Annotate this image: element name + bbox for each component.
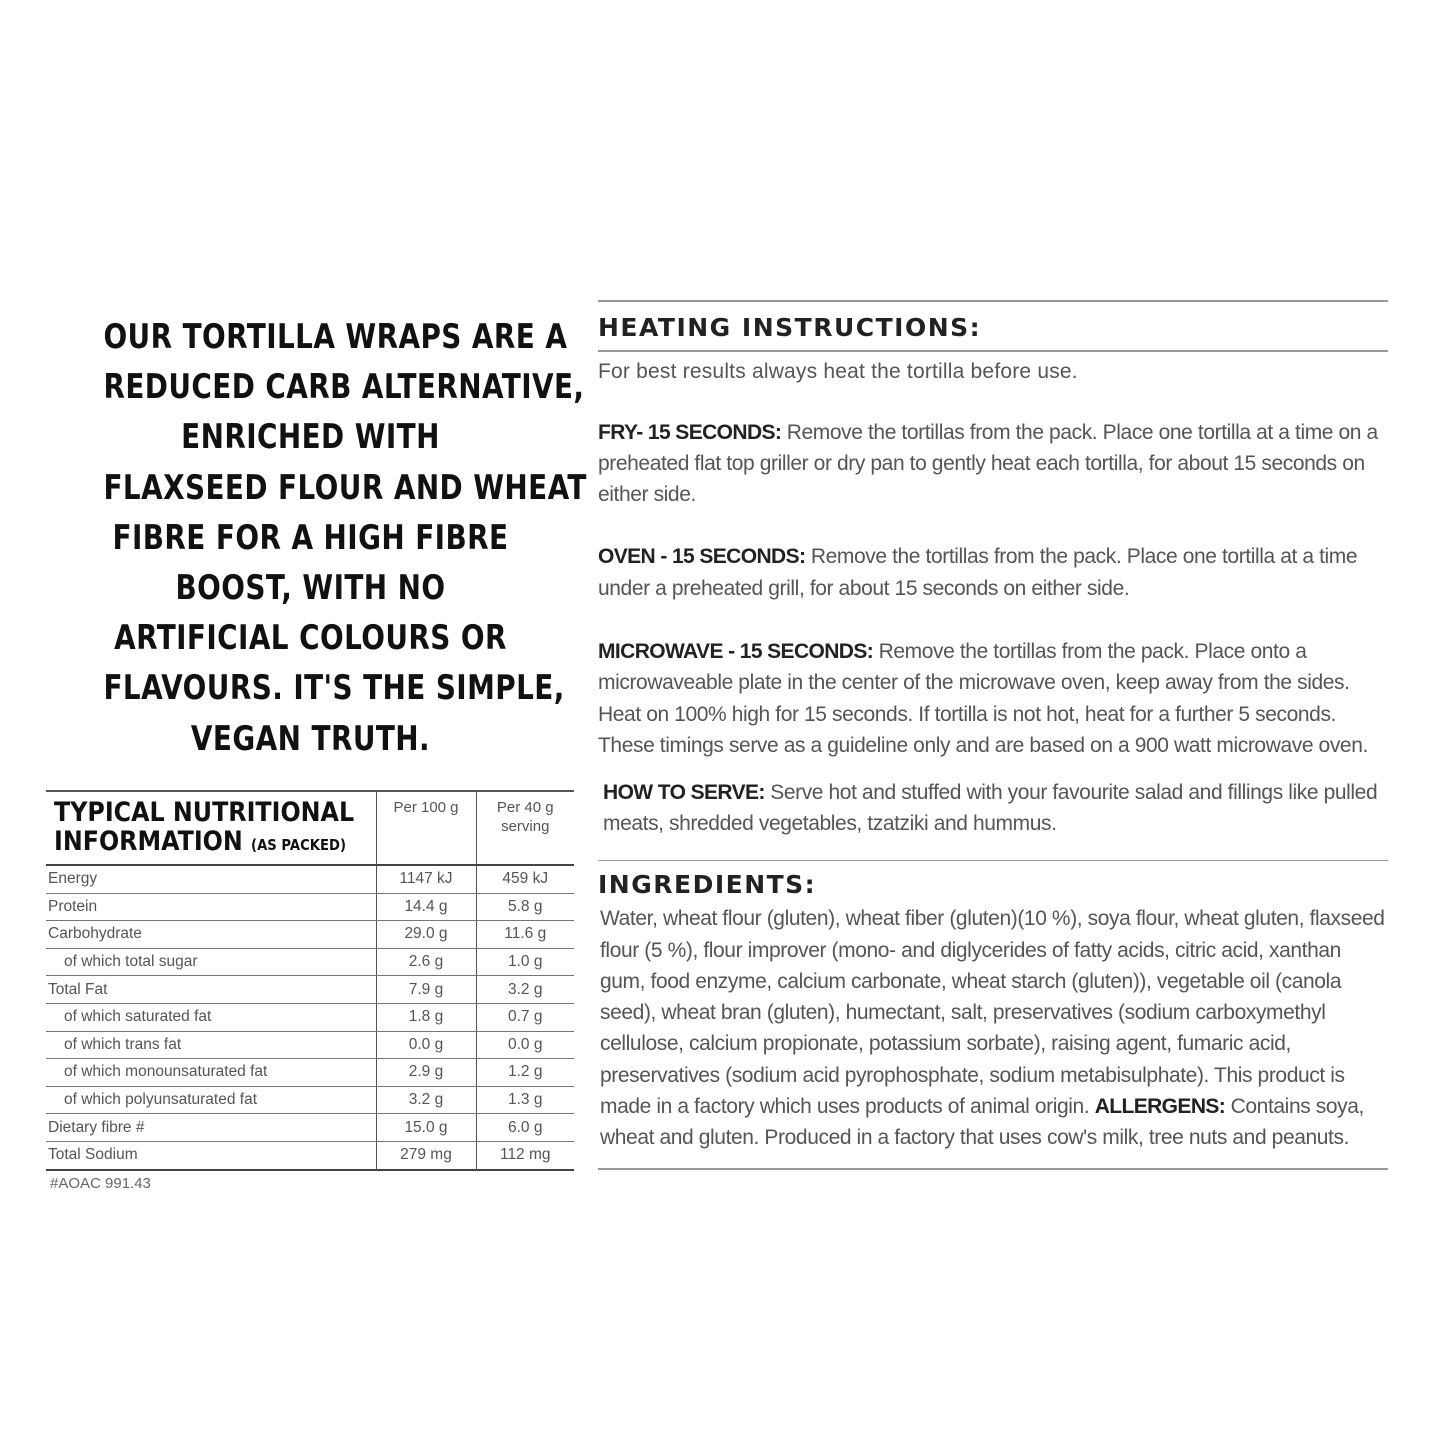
value-per40: 459 kJ [476, 865, 574, 893]
tagline [58, 312, 587, 764]
fry-instructions [598, 417, 1388, 511]
table-row [46, 1141, 574, 1169]
fry-label: FRY- 15 SECONDS: [598, 420, 782, 444]
value-per40: 1.2 g [476, 1059, 574, 1087]
value-per40: 6.0 g [476, 1114, 574, 1142]
row-label: Energy [46, 865, 376, 893]
bottom-divider [598, 1168, 1388, 1170]
column-header-per100: Per 100 g [376, 791, 476, 865]
value-per40: 1.0 g [476, 948, 574, 976]
instructions-panel [598, 300, 1388, 1170]
row-label: Total Fat [46, 976, 376, 1004]
fry-text: Remove the tortillas from the pack. Place one tortilla at a time on a preheated flat top griller or dry pan to gently heat each tortilla, for about 15 seconds on either side. [598, 420, 1378, 507]
row-label: Dietary fibre # [46, 1114, 376, 1142]
value-per100: 279 mg [376, 1141, 476, 1169]
top-divider [598, 300, 1388, 302]
ingredients-heading: INGREDIENTS: [598, 870, 817, 900]
row-label: of which total sugar [46, 948, 376, 976]
serving-instructions [598, 777, 1388, 840]
oven-label: OVEN - 15 SECONDS: [598, 545, 806, 569]
nutrition-panel [46, 790, 574, 1192]
value-per40: 5.8 g [476, 893, 574, 921]
value-per100: 0.0 g [376, 1031, 476, 1059]
value-per40: 11.6 g [476, 921, 574, 949]
tagline-line: BOOST, WITH NO [175, 568, 446, 609]
row-label: Carbohydrate [46, 921, 376, 949]
tagline-line: FIBRE FOR A HIGH FIBRE [112, 517, 509, 558]
serve-text: Serve hot and stuffed with your favourite salad and fillings like pulled meats, shredded vegetables, tzatziki and hummus. [603, 781, 1378, 836]
tagline-line: VEGAN TRUTH. [190, 718, 431, 759]
value-per40: 1.3 g [476, 1086, 574, 1114]
table-row [46, 1059, 574, 1087]
microwave-label: MICROWAVE - 15 SECONDS: [598, 639, 874, 663]
tagline-line: ENRICHED WITH [181, 417, 440, 458]
allergens-label: ALLERGENS: [1094, 1095, 1226, 1119]
heading-divider [598, 350, 1388, 352]
table-row [46, 1086, 574, 1114]
oven-instructions [598, 541, 1388, 604]
row-label: of which saturated fat [46, 1003, 376, 1031]
table-row [46, 1114, 574, 1142]
nutrition-title-suffix: (AS PACKED) [251, 836, 347, 854]
allergens-text: Contains soya, wheat and gluten. Produced in a factory that uses cow's milk, tree nuts and peanuts. [600, 1095, 1364, 1150]
nutrition-title-line1: TYPICAL NUTRITIONAL [54, 797, 355, 828]
value-per100: 1147 kJ [376, 865, 476, 893]
microwave-instructions [598, 636, 1388, 761]
oven-text: Remove the tortillas from the pack. Place one tortilla at a time under a preheated grill, for about 15 seconds on either side. [598, 545, 1358, 600]
heating-intro: For best results always heat the tortilla before use. [598, 359, 1078, 383]
tagline-line: FLAXSEED FLOUR AND WHEAT [103, 467, 587, 508]
nutrition-title-line2: INFORMATION [54, 826, 243, 857]
value-per40: 112 mg [476, 1141, 574, 1169]
table-row [46, 865, 574, 893]
value-per100: 15.0 g [376, 1114, 476, 1142]
value-per100: 1.8 g [376, 1003, 476, 1031]
value-per40: 0.7 g [476, 1003, 574, 1031]
value-per100: 29.0 g [376, 921, 476, 949]
tagline-line: OUR TORTILLA WRAPS ARE A [103, 317, 568, 357]
row-label: Total Sodium [46, 1141, 376, 1169]
nutrition-title [46, 791, 376, 865]
tagline-line: REDUCED CARB ALTERNATIVE, [103, 367, 585, 408]
value-per100: 3.2 g [376, 1086, 476, 1114]
value-per100: 2.6 g [376, 948, 476, 976]
row-label: of which polyunsaturated fat [46, 1086, 376, 1114]
table-row [46, 948, 574, 976]
heating-heading: HEATING INSTRUCTIONS: [598, 313, 982, 342]
tagline-line: FLAVOURS. IT'S THE SIMPLE, [103, 668, 565, 709]
table-row [46, 921, 574, 949]
value-per40: 3.2 g [476, 976, 574, 1004]
value-per100: 2.9 g [376, 1059, 476, 1087]
value-per100: 14.4 g [376, 893, 476, 921]
value-per40: 0.0 g [476, 1031, 574, 1059]
nutrition-footnote: #AOAC 991.43 [50, 1174, 151, 1192]
nutrition-header-row [46, 791, 574, 865]
nutrition-table [46, 790, 574, 1171]
ingredients-divider [598, 860, 1388, 862]
value-per100: 7.9 g [376, 976, 476, 1004]
column-header-per40: Per 40 g serving [476, 791, 574, 865]
ingredients-list: Water, wheat flour (gluten), wheat fiber (gluten)(10 %), soya flour, wheat gluten, flaxseed flour (5 %), flour improver (mono- and diglycerides of fatty acids, citric acid, xanthan gum, food enzyme, calcium carbonate, wheat starch (gluten)), vegetable oil (canola seed), wheat bran (gluten), humectant, salt, preservatives (sodium carboxymethyl cellulose, calcium propionate, potassium sorbate), raising agent, fumaric acid, preservatives (sodium acid pyrophosphate, sodium metabisulphate). This product is made in a factory which uses products of animal origin. [600, 907, 1385, 1119]
table-row [46, 893, 574, 921]
ingredients-text [598, 903, 1388, 1153]
table-row [46, 1031, 574, 1059]
tagline-line: ARTIFICIAL COLOURS OR [114, 618, 507, 659]
table-row [46, 976, 574, 1004]
row-label: of which trans fat [46, 1031, 376, 1059]
row-label: Protein [46, 893, 376, 921]
microwave-text: Remove the tortillas from the pack. Place onto a microwaveable plate in the center of the microwave oven, keep away from the sides. Heat on 100% high for 15 seconds. If tortilla is not hot, heat for a further 5 seconds. These timings serve as a guideline only and are based on a 900 watt microwave oven. [598, 639, 1368, 757]
table-row [46, 1003, 574, 1031]
row-label: of which monounsaturated fat [46, 1059, 376, 1087]
serve-label: HOW TO SERVE: [603, 781, 765, 805]
